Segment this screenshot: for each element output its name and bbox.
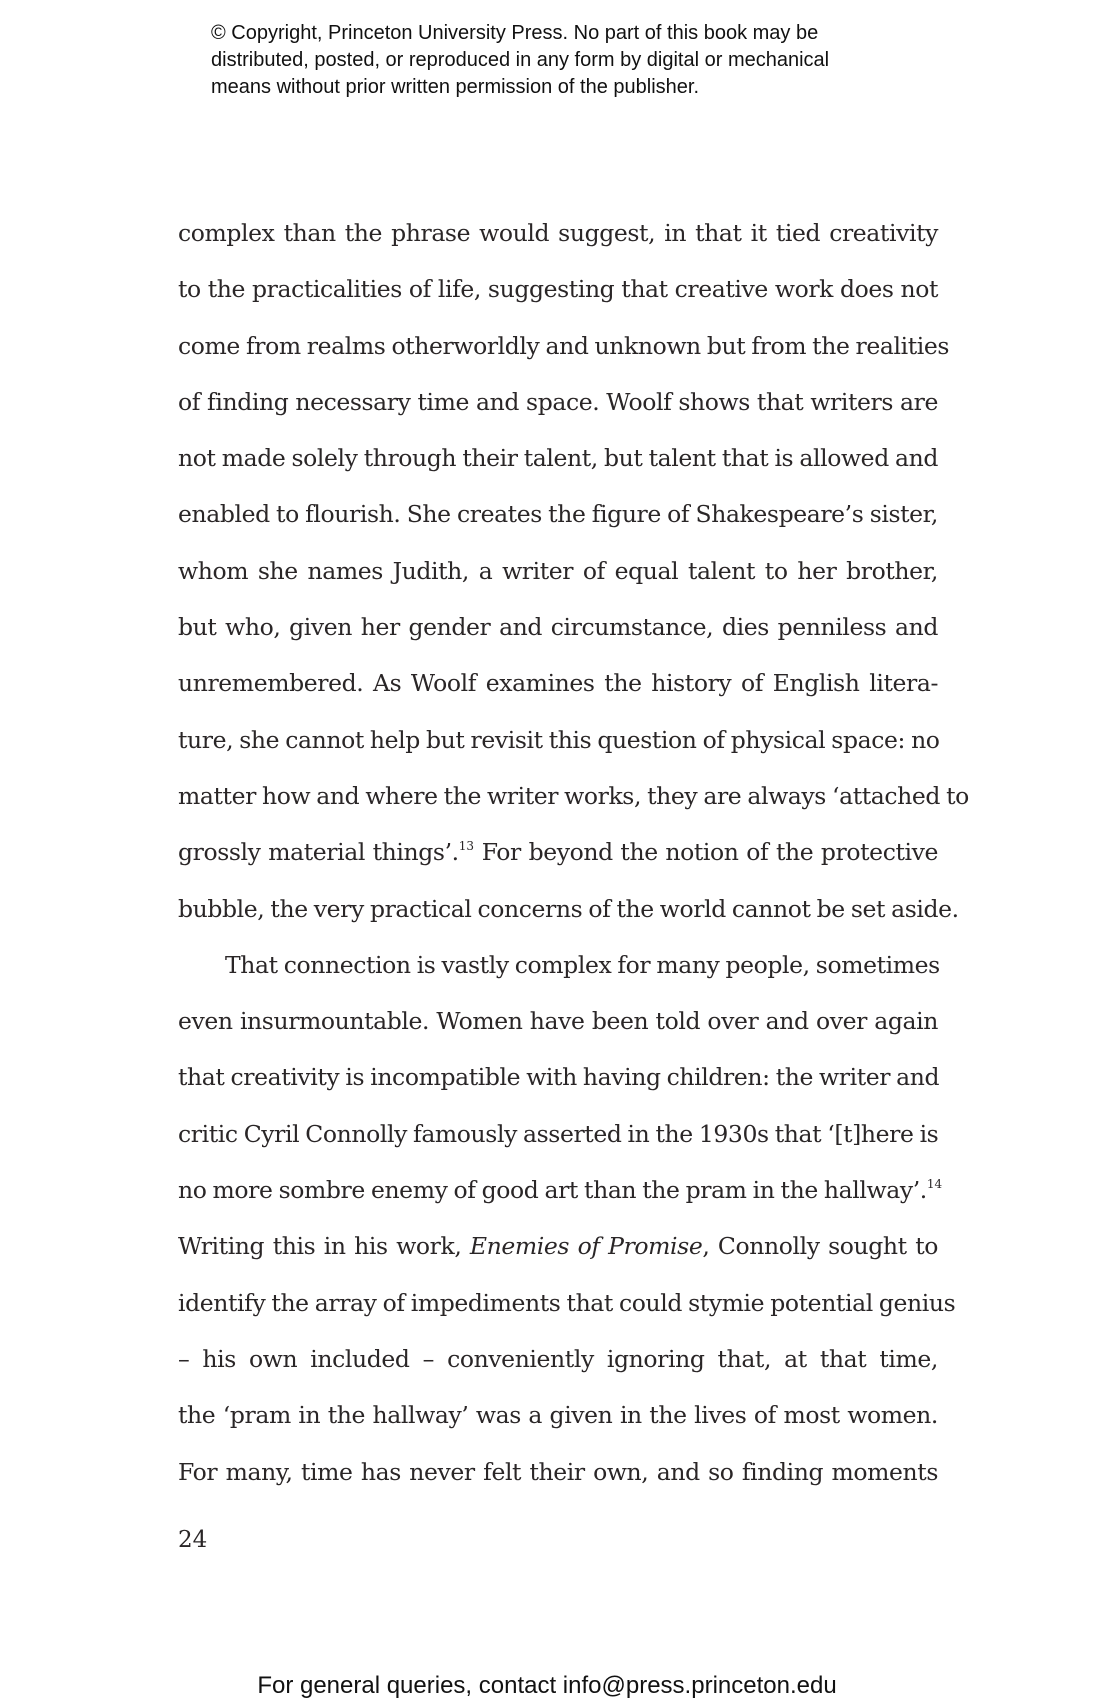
paragraph-first-line: That connection is vastly complex for many people, sometimes — [225, 950, 940, 979]
text-line: whom she names Judith, a writer of equal talent to her brother, — [178, 556, 938, 585]
footnote-marker: 13 — [458, 839, 474, 854]
text-segment: , Connolly sought to — [702, 1232, 938, 1261]
copyright-line: © Copyright, Princeton University Press. No part of this book may be — [211, 22, 819, 44]
footer-contact — [0, 1672, 1100, 1700]
text-line: For many, time has never felt their own, and so finding moments — [178, 1457, 938, 1486]
text-line: but who, given her gender and circumstance, dies penniless and — [178, 613, 938, 642]
text-line: ture, she cannot help but revisit this question of physical space: no — [178, 725, 940, 754]
copyright-line: distributed, posted, or reproduced in any form by digital or mechanical — [211, 49, 830, 71]
copyright-line: means without prior written permission of the publisher. — [211, 76, 700, 98]
footnote-marker: 14 — [926, 1177, 943, 1192]
text-line: of finding necessary time and space. Woolf shows that writers are — [178, 387, 938, 416]
text-line: even insurmountable. Women have been told over and over again — [178, 1007, 938, 1036]
text-segment: no more sombre enemy of good art than the pram in the hallway’. — [178, 1176, 927, 1205]
book-title: Enemies of Promise — [469, 1232, 703, 1261]
page-number: 24 — [178, 1527, 208, 1553]
body-text — [178, 205, 969, 1500]
copyright-notice — [211, 20, 931, 101]
text-line: the ‘pram in the hallway’ was a given in the lives of most women. — [178, 1401, 938, 1430]
text-line — [178, 824, 938, 880]
text-line: to the practicalities of life, suggesting that creative work does not — [178, 275, 938, 304]
text-line: identify the array of impediments that could stymie potential genius — [178, 1288, 956, 1317]
text-line: matter how and where the writer works, they are always ‘attached to — [178, 781, 969, 810]
text-segment: Writing this in his work, — [178, 1232, 470, 1261]
text-line: unremembered. As Woolf examines the history of English litera- — [178, 669, 938, 698]
text-line — [178, 1218, 938, 1274]
text-line: come from realms otherworldly and unknown but from the realities — [178, 331, 950, 360]
text-line: bubble, the very practical concerns of the world cannot be set aside. — [178, 894, 959, 923]
text-line — [178, 1162, 943, 1218]
footer-text: For general queries, contact info@press.princeton.edu — [257, 1672, 837, 1699]
text-line: enabled to flourish. She creates the figure of Shakespeare’s sister, — [178, 500, 938, 529]
text-line: complex than the phrase would suggest, in that it tied creativity — [178, 219, 938, 247]
text-line: – his own included – conveniently ignoring that, at that time, — [178, 1344, 938, 1373]
text-segment: For beyond the notion of the protective — [474, 838, 938, 867]
text-line: not made solely through their talent, but talent that is allowed and — [178, 444, 938, 473]
text-line: critic Cyril Connolly famously asserted in the 1930s that ‘[t]here is — [178, 1119, 939, 1148]
text-segment: grossly material things’. — [178, 838, 459, 867]
text-line: that creativity is incompatible with having children: the writer and — [178, 1063, 940, 1092]
